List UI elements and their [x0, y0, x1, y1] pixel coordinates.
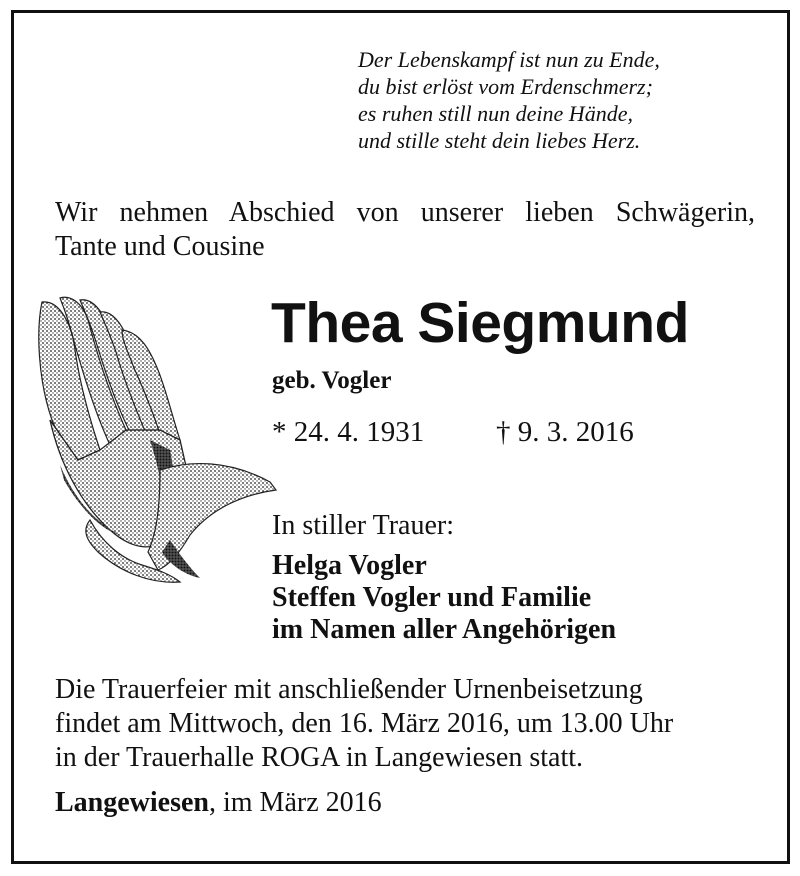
ceremony-info [55, 673, 755, 775]
ceremony-line: in der Trauerhalle ROGA in Langewiesen statt. [55, 742, 584, 773]
mourner-name: im Namen aller Angehörigen [272, 614, 617, 645]
poem-line: Der Lebenskampf ist nun zu Ende, [358, 47, 660, 72]
mourning-heading: In stiller Trauer: [272, 510, 454, 541]
intro-text [55, 196, 755, 264]
intro-line-2: Tante und Cousine [55, 231, 265, 262]
closing-line [55, 786, 382, 820]
death-date: † 9. 3. 2016 [496, 416, 634, 448]
ceremony-line: Die Trauerfeier mit anschließender Urnenbeisetzung [55, 674, 643, 705]
poem [358, 46, 758, 154]
praying-hands-icon [30, 290, 280, 585]
mourner-name: Helga Vogler [272, 550, 427, 581]
mourners-list [272, 550, 616, 646]
poem-line: es ruhen still nun deine Hände, [358, 101, 633, 126]
closing-place: Langewiesen [55, 787, 209, 818]
poem-line: und stille steht dein liebes Herz. [358, 128, 641, 153]
mourner-name: Steffen Vogler und Familie [272, 582, 592, 613]
birth-date: * 24. 4. 1931 [272, 416, 425, 448]
deceased-name: Thea Siegmund [271, 291, 689, 355]
birth-name: geb. Vogler [272, 367, 392, 394]
ceremony-line: findet am Mittwoch, den 16. März 2016, um 13.00 Uhr [55, 708, 674, 739]
poem-line: du bist erlöst vom Erdenschmerz; [358, 74, 653, 99]
intro-line-1: Wir nehmen Abschied von unserer lieben Schwägerin, [55, 197, 755, 228]
closing-date: , im März 2016 [209, 787, 382, 818]
